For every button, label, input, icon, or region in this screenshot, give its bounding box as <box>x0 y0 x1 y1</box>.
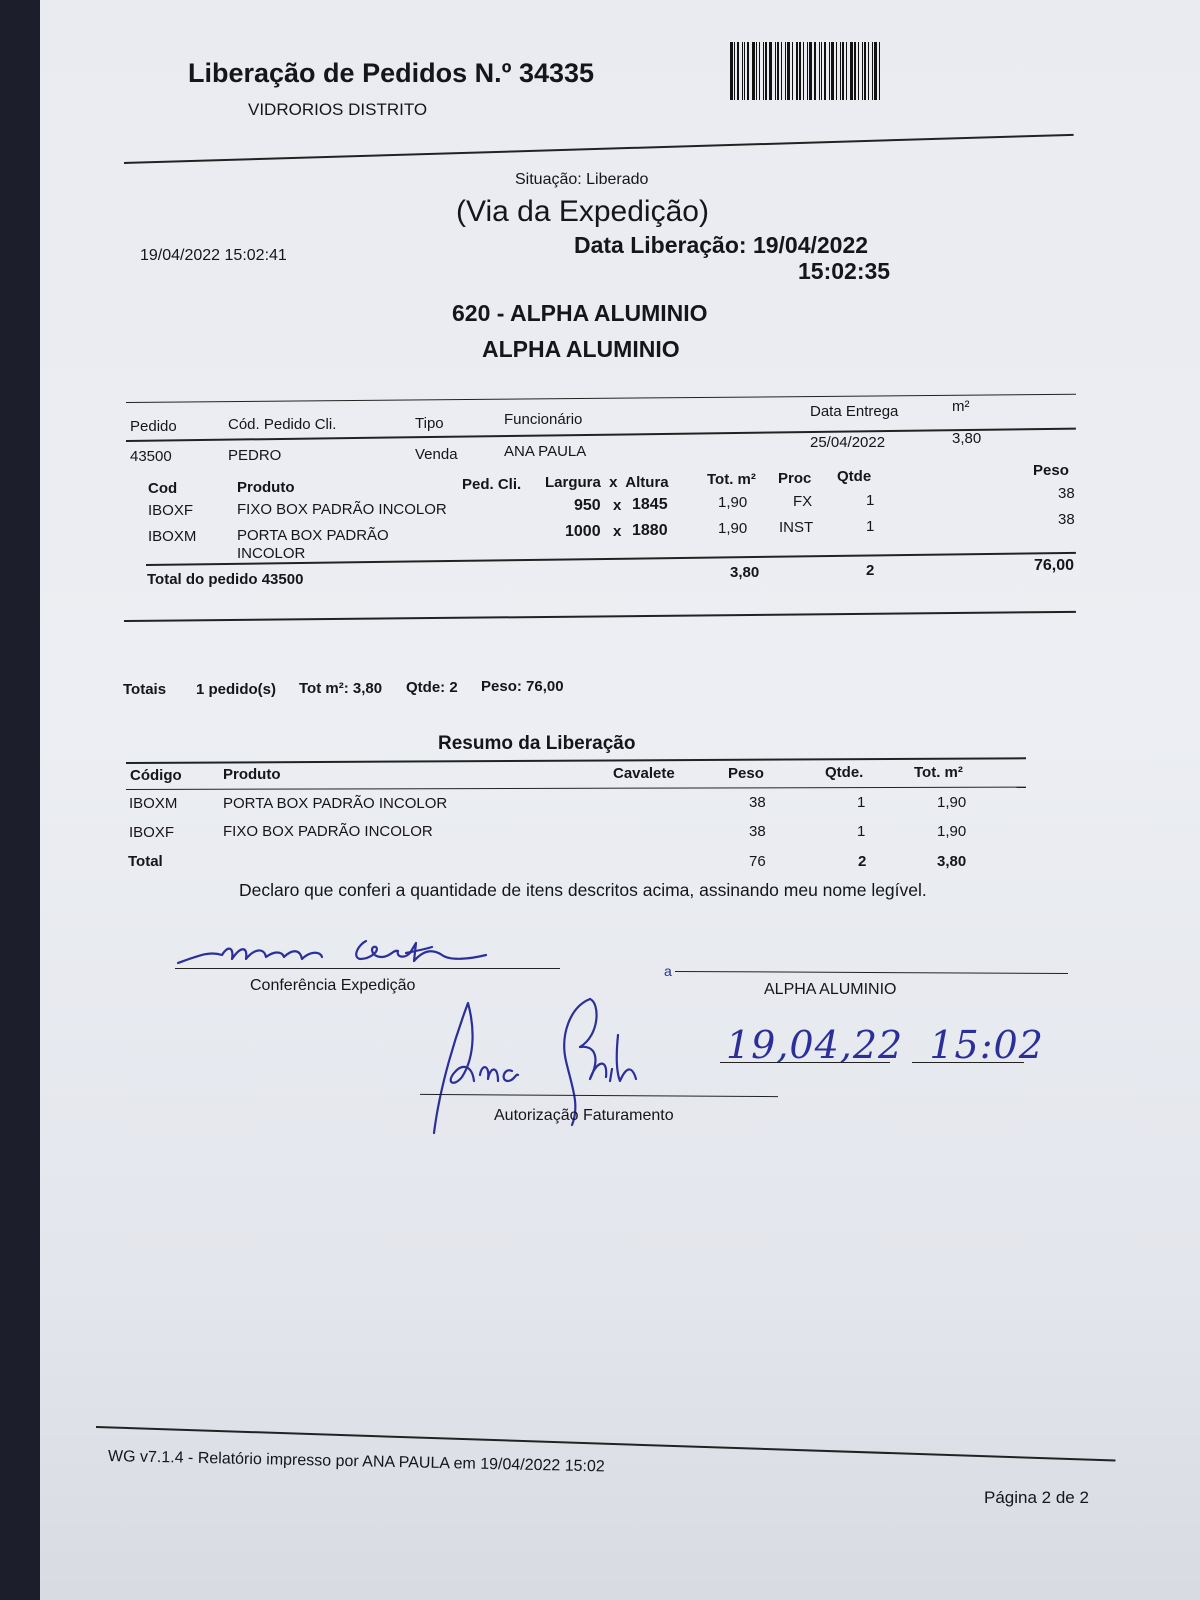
barcode-bar <box>803 42 804 100</box>
items-col-tot-m2: Tot. m² <box>707 471 756 488</box>
resumo-col-qtde: Qtde. <box>825 764 864 781</box>
col-pedido: Pedido <box>130 418 177 435</box>
item-cod: IBOXM <box>148 528 197 545</box>
barcode-bar <box>840 42 841 100</box>
barcode-bar <box>850 42 853 100</box>
barcode-bar <box>872 42 873 100</box>
item-produto: PORTA BOX PADRÃO <box>237 527 389 544</box>
totais-m2: Tot m²: 3,80 <box>299 680 383 697</box>
footer-page-number: Página 2 de 2 <box>984 1488 1089 1507</box>
totais-label: Totais <box>123 681 167 698</box>
order-pedido: 43500 <box>130 448 172 465</box>
item-produto-line2: INCOLOR <box>237 545 306 562</box>
order-total-label: Total do pedido 43500 <box>147 571 304 588</box>
barcode-bar <box>781 42 782 100</box>
barcode-bar <box>829 42 830 100</box>
data-liberacao-time: 15:02:35 <box>798 258 891 284</box>
barcode-bar <box>879 42 880 100</box>
item-altura: 1845 <box>632 496 668 513</box>
resumo-tot-m2: 1,90 <box>937 794 967 811</box>
barcode-bar <box>846 42 847 100</box>
item-altura: 1880 <box>632 522 668 539</box>
time-line <box>912 1062 1024 1063</box>
resumo-top-rule <box>126 757 1026 764</box>
barcode-bar <box>842 42 844 100</box>
order-m2: 3,80 <box>952 430 982 447</box>
barcode-bar <box>836 42 837 100</box>
barcode-bar <box>868 42 869 100</box>
item-produto: FIXO BOX PADRÃO INCOLOR <box>237 501 447 518</box>
col-funcionario: Funcionário <box>504 411 583 428</box>
barcode-bar <box>787 42 790 100</box>
barcode-bar <box>752 42 755 100</box>
resumo-produto: FIXO BOX PADRÃO INCOLOR <box>223 823 433 840</box>
barcode-bar <box>763 42 764 100</box>
col-tipo: Tipo <box>415 415 444 432</box>
barcode-bar <box>734 42 735 100</box>
barcode-bar <box>831 42 834 100</box>
print-datetime: 19/04/2022 15:02:41 <box>140 247 287 264</box>
barcode-bar <box>775 42 776 100</box>
items-col-cod: Cod <box>148 480 178 497</box>
barcode <box>730 42 898 100</box>
item-peso: 38 <box>1058 485 1075 502</box>
barcode-bar <box>742 42 743 100</box>
barcode-bar <box>765 42 767 100</box>
header-divider <box>124 134 1074 164</box>
items-col-peso: Peso <box>1033 462 1069 479</box>
autorizacao-label: Autorização Faturamento <box>494 1107 674 1124</box>
items-col-produto: Produto <box>237 479 295 496</box>
order-top-rule <box>126 394 1076 403</box>
resumo-col-codigo: Código <box>130 767 182 784</box>
resumo-col-cavalete: Cavalete <box>613 765 675 782</box>
items-col-proc: Proc <box>778 470 812 487</box>
barcode-bar <box>730 42 733 100</box>
order-total-peso: 76,00 <box>1034 557 1075 574</box>
data-liberacao: Data Liberação: 19/04/2022 <box>574 232 869 258</box>
barcode-bar <box>821 42 822 100</box>
resumo-total-peso: 76 <box>749 853 766 870</box>
pen-mark: a <box>664 963 672 979</box>
resumo-total-label: Total <box>128 853 163 870</box>
barcode-bar <box>777 42 779 100</box>
totais-peso: Peso: 76,00 <box>481 678 564 695</box>
barcode-bar <box>744 42 745 100</box>
barcode-bar <box>824 42 826 100</box>
totais-qtde: Qtde: 2 <box>406 679 458 696</box>
barcode-bar <box>759 42 760 100</box>
resumo-col-peso: Peso <box>728 765 764 782</box>
order-cod-pedido-cli: PEDRO <box>228 447 282 464</box>
item-proc: FX <box>793 493 813 510</box>
barcode-bar <box>796 42 798 100</box>
resumo-tot-m2: 1,90 <box>937 823 967 840</box>
resumo-title: Resumo da Liberação <box>438 733 636 754</box>
barcode-bar <box>799 42 801 100</box>
item-largura: 950 <box>574 497 601 514</box>
order-total-m2: 3,80 <box>730 564 760 581</box>
document-page <box>40 0 1200 1600</box>
barcode-bar <box>737 42 739 100</box>
barcode-bar <box>785 42 786 100</box>
barcode-bar <box>858 42 859 100</box>
barcode-bar <box>864 42 866 100</box>
barcode-bar <box>792 42 793 100</box>
totais-pedidos: 1 pedido(s) <box>196 681 277 698</box>
item-largura: 1000 <box>565 523 601 540</box>
barcode-bar <box>814 42 816 100</box>
barcode-bar <box>756 42 757 100</box>
order-tipo: Venda <box>415 446 458 463</box>
items-col-ped-cli: Ped. Cli. <box>462 476 522 493</box>
resumo-col-tot-m2: Tot. m² <box>914 764 963 781</box>
client-line <box>675 971 1068 974</box>
col-data-entrega: Data Entrega <box>810 403 899 420</box>
via-label: (Via da Expedição) <box>456 195 709 228</box>
barcode-bar <box>747 42 749 100</box>
item-qtde: 1 <box>866 518 875 535</box>
barcode-bar <box>862 42 863 100</box>
item-qtde: 1 <box>866 492 875 509</box>
client-name-1: 620 - ALPHA ALUMINIO <box>452 300 708 326</box>
resumo-total-qtde: 2 <box>858 853 867 870</box>
date-line <box>720 1062 890 1063</box>
resumo-header-rule <box>126 787 1026 790</box>
client-label: ALPHA ALUMINIO <box>764 981 897 998</box>
barcode-bar <box>874 42 877 100</box>
barcode-bar <box>807 42 808 100</box>
col-m2: m² <box>952 398 970 415</box>
col-cod-pedido-cli: Cód. Pedido Cli. <box>228 416 337 433</box>
item-peso: 38 <box>1058 511 1075 528</box>
resumo-qtde: 1 <box>857 823 866 840</box>
resumo-qtde: 1 <box>857 794 866 811</box>
resumo-total-m2: 3,80 <box>937 853 967 870</box>
item-x: x <box>613 497 622 514</box>
resumo-peso: 38 <box>749 823 766 840</box>
barcode-bar <box>769 42 772 100</box>
client-name-2: ALPHA ALUMINIO <box>482 336 680 362</box>
handwritten-date: 19,04,22 15:02 <box>726 1023 1044 1067</box>
report-title: Liberação de Pedidos N.º 34335 <box>188 58 595 88</box>
items-col-qtde: Qtde <box>837 468 872 485</box>
resumo-produto: PORTA BOX PADRÃO INCOLOR <box>223 795 448 812</box>
barcode-bar <box>809 42 812 100</box>
company-name: VIDRORIOS DISTRITO <box>248 100 428 119</box>
resumo-col-produto: Produto <box>223 766 281 783</box>
resumo-peso: 38 <box>749 794 766 811</box>
barcode-bar <box>819 42 820 100</box>
order-bottom-rule <box>124 611 1076 622</box>
declaration-text: Declaro que conferi a quantidade de itens descritos acima, assinando meu nome legível. <box>239 880 927 900</box>
items-col-largura-altura: Largura x Altura <box>545 474 669 491</box>
item-tot-m2: 1,90 <box>718 494 748 511</box>
conferencia-line <box>175 968 560 969</box>
barcode-bar <box>854 42 856 100</box>
item-cod: IBOXF <box>148 502 194 519</box>
conferencia-label: Conferência Expedição <box>250 977 416 994</box>
resumo-codigo: IBOXF <box>129 824 175 841</box>
order-total-qtde: 2 <box>866 562 875 579</box>
order-funcionario: ANA PAULA <box>504 443 587 460</box>
item-proc: INST <box>779 519 814 536</box>
resumo-codigo: IBOXM <box>129 795 178 812</box>
item-x: x <box>613 523 622 540</box>
order-data-entrega: 25/04/2022 <box>810 434 886 451</box>
footer-printed-by: WG v7.1.4 - Relatório impresso por ANA PAULA em 19/04/2022 15:02 <box>107 1448 605 1476</box>
item-tot-m2: 1,90 <box>718 520 748 537</box>
situacao-label: Situação: Liberado <box>515 171 649 188</box>
